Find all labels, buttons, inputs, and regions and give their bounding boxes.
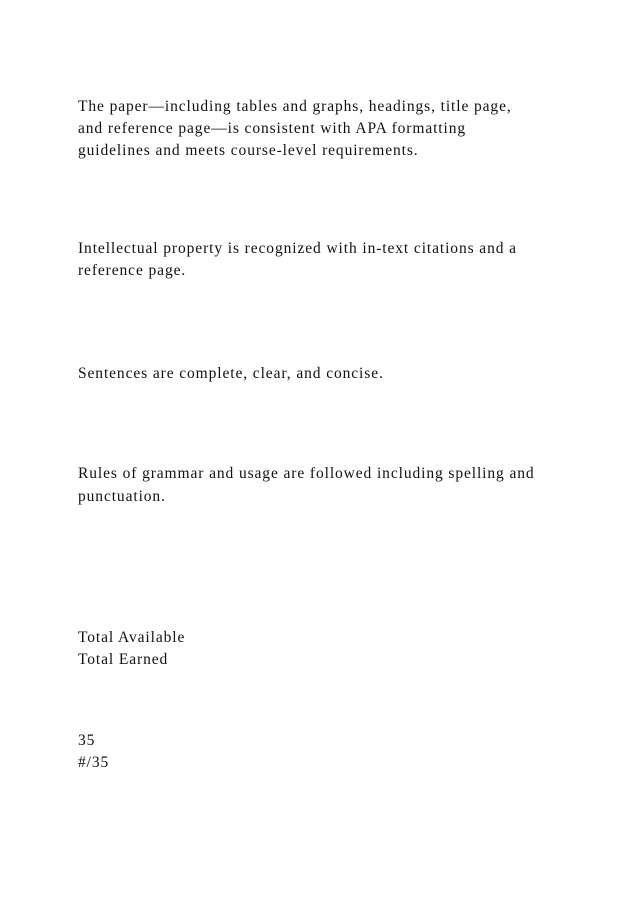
criterion-text-line: guidelines and meets course-level requirements. (78, 142, 419, 159)
total-available-value: 35 (78, 732, 96, 749)
criterion-text-line: Intellectual property is recognized with in-text citations and a (78, 240, 517, 257)
total-earned-value: #/35 (78, 754, 110, 771)
total-earned-label: Total Earned (78, 651, 169, 668)
criterion-text-line: Sentences are complete, clear, and concise. (78, 365, 384, 382)
total-available-label: Total Available (78, 629, 186, 646)
criterion-text-line: and reference page—is consistent with APA formatting (78, 120, 467, 137)
criterion-text-line: punctuation. (78, 488, 166, 505)
criterion-text-line: Rules of grammar and usage are followed including spelling and (78, 465, 535, 482)
criterion-text-line: The paper—including tables and graphs, headings, title page, (78, 98, 512, 115)
criterion-text-line: reference page. (78, 262, 187, 279)
